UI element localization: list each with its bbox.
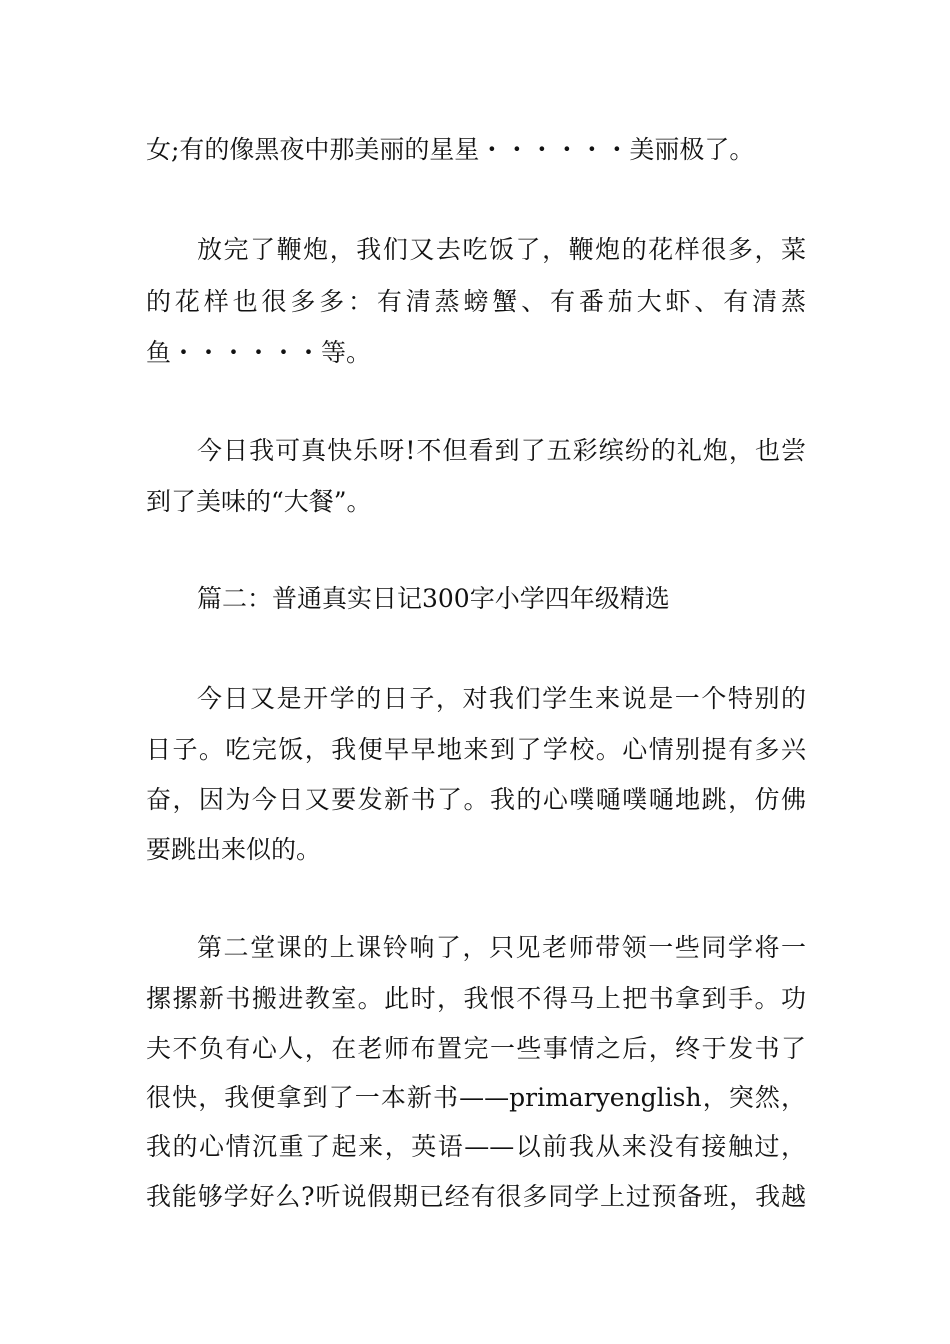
- paragraph-5-line-4: 要跳出来似的。: [146, 835, 322, 864]
- paragraph-5-line-2: 日子。吃完饭，我便早早地来到了学校。心情别提有多兴: [146, 735, 806, 764]
- paragraph-6-line-6: 我能够学好么?听说假期已经有很多同学上过预备班，我越: [146, 1182, 806, 1211]
- paragraph-2-line-2: 的花样也很多多：有清蒸螃蟹、有番茄大虾、有清蒸: [146, 287, 806, 316]
- paragraph-3-line-1: 今日我可真快乐呀!不但看到了五彩缤纷的礼炮，也尝: [197, 436, 806, 465]
- paragraph-6-line-3: 夫不负有心人，在老师布置完一些事情之后，终于发书了: [146, 1034, 806, 1063]
- section-heading: 篇二：普通真实日记300字小学四年级精选: [197, 584, 670, 613]
- paragraph-6-line-5: 我的心情沉重了起来，英语——以前我从来没有接触过，: [146, 1132, 806, 1161]
- paragraph-1-line-1: 女;有的像黑夜中那美丽的星星・・・・・・美丽极了。: [146, 135, 755, 164]
- paragraph-6-line-1: 第二堂课的上课铃响了，只见老师带领一些同学将一: [197, 933, 806, 962]
- paragraph-2-line-1: 放完了鞭炮，我们又去吃饭了，鞭炮的花样很多，菜: [197, 235, 806, 264]
- paragraph-6-line-2: 摞摞新书搬进教室。此时，我恨不得马上把书拿到手。功: [146, 984, 806, 1013]
- paragraph-5-line-1: 今日又是开学的日子，对我们学生来说是一个特别的: [197, 684, 806, 713]
- paragraph-2-line-3: 鱼・・・・・・等。: [146, 338, 372, 367]
- paragraph-6-line-4: 很快，我便拿到了一本新书——primaryenglish，突然，: [146, 1083, 806, 1112]
- paragraph-3-line-2: 到了美味的“大餐”。: [146, 487, 372, 516]
- paragraph-5-line-3: 奋，因为今日又要发新书了。我的心噗嗵噗嗵地跳，仿佛: [146, 785, 806, 814]
